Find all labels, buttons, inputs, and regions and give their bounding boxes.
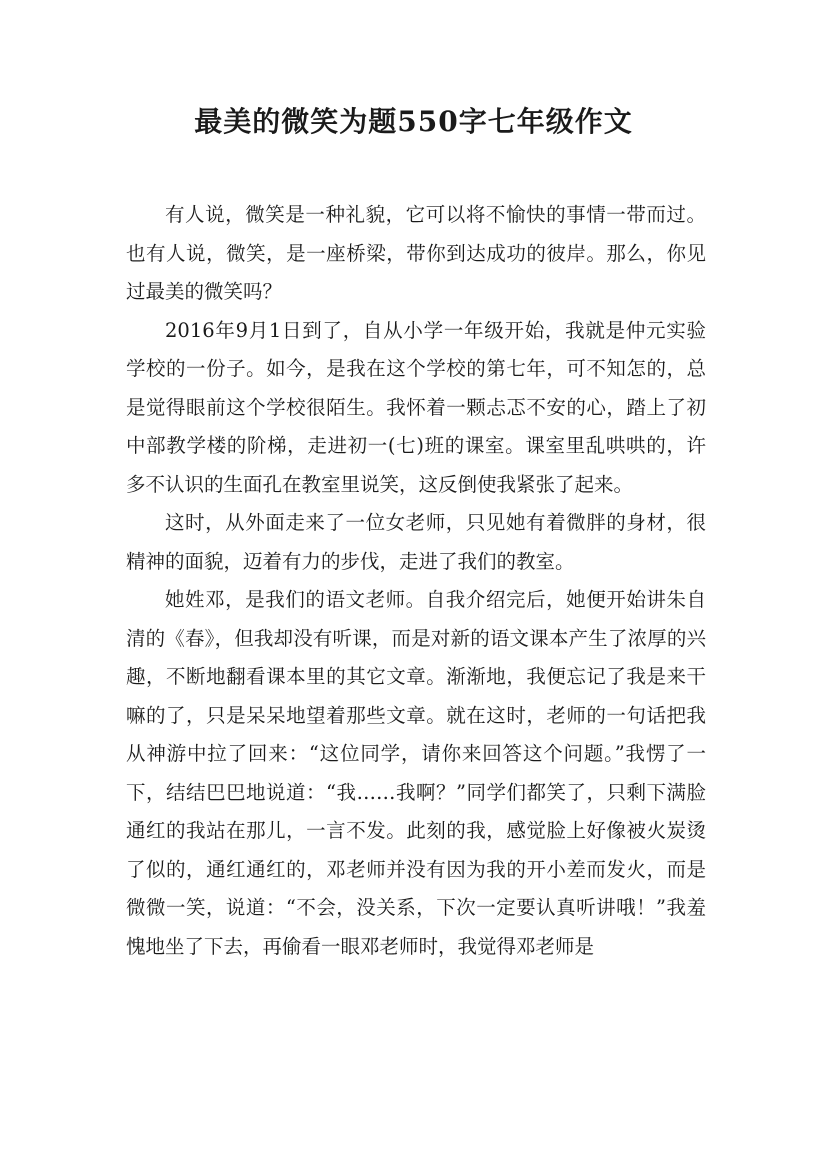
document-body	[126, 196, 706, 966]
paragraph-3: 这时，从外面走来了一位女老师，只见她有着微胖的身材，很精神的面貌，迈着有力的步伐，走进了我们的教室。	[126, 511, 706, 573]
paragraph-1: 有人说，微笑是一种礼貌，它可以将不愉快的事情一带而过。也有人说，微笑，是一座桥梁，带你到达成功的彼岸。那么，你见过最美的微笑吗？	[126, 203, 706, 303]
document-title: 最美的微笑为题550字七年级作文	[194, 105, 633, 138]
paragraph-4: 她姓邓，是我们的语文老师。自我介绍完后，她便开始讲朱自清的《春》，但我却没有听课，而是对新的语文课本产生了浓厚的兴趣，不断地翻看课本里的其它文章。渐渐地，我便忘记了我是来干嘛的了，只是呆呆地望着那些文章。就在这时，老师的一句话把我从神游中拉了回来：“这位同学，请你来回答这个问题。”我愣了一下，结结巴巴地说道：“我……我啊？”同学们都笑了，只剩下满脸通红的我站在那儿，一言不发。此刻的我，感觉脸上好像被火炭烫了似的，通红通红的，邓老师并没有因为我的开小差而发火，而是微微一笑，说道：“不会，没关系，下次一定要认真听讲哦！”我羞愧地坐了下去，再偷看一眼邓老师时，我觉得邓老师是	[126, 588, 706, 958]
paragraph-2: 2016年9月1日到了，自从小学一年级开始，我就是仲元实验学校的一份子。如今，是我在这个学校的第七年，可不知怎的，总是觉得眼前这个学校很陌生。我怀着一颗忐忑不安的心，踏上了初中部教学楼的阶梯，走进初一(七)班的课室。课室里乱哄哄的，许多不认识的生面孔在教室里说笑，这反倒使我紧张了起来。	[126, 318, 706, 496]
